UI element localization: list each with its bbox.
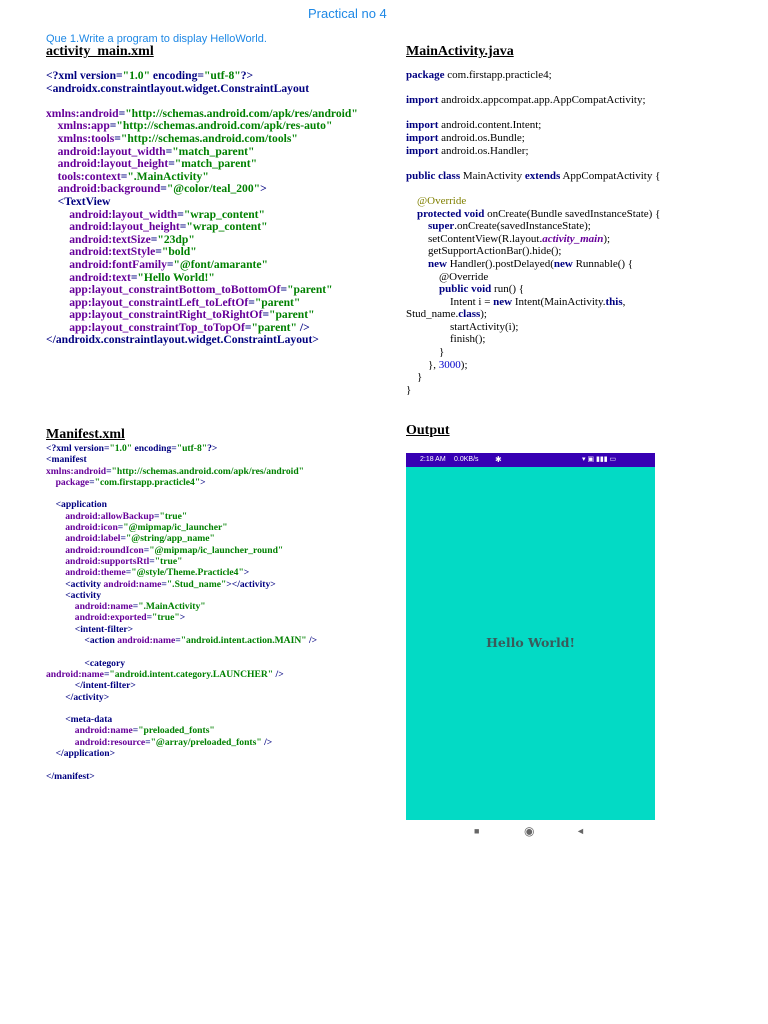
recents-icon[interactable]: ■ — [474, 826, 480, 836]
code-token: "Hello World!" — [137, 270, 215, 284]
code-token: this — [605, 295, 623, 308]
code-token: xmlns:tools — [46, 131, 115, 145]
code-line — [406, 271, 660, 284]
status-bar — [406, 453, 655, 467]
code-token: "@color/teal_200" — [166, 182, 261, 196]
status-time: 2:18 AM — [420, 456, 446, 463]
code-line — [46, 612, 317, 623]
code-token: > — [243, 567, 250, 579]
code-token: = — [106, 465, 112, 477]
code-token: Intent i = — [406, 295, 494, 308]
code-token: > — [200, 476, 206, 488]
code-token: = — [145, 736, 151, 748]
code-line — [46, 703, 317, 714]
code-token: ); — [460, 358, 468, 371]
code-token: <TextView — [46, 194, 111, 208]
code-line — [406, 107, 660, 120]
status-icons: ▾ ▣ ▮▮▮ ▭ — [582, 456, 617, 463]
back-icon[interactable]: ◄ — [576, 826, 585, 836]
code-line — [406, 258, 660, 271]
code-token: androidx.appcompat.app.AppCompatActivity; — [438, 94, 646, 107]
code-token: = — [160, 182, 167, 196]
code-line — [406, 245, 660, 258]
code-token: /> — [296, 320, 310, 334]
code-line — [46, 477, 317, 488]
code-line — [46, 759, 317, 770]
code-line — [46, 522, 317, 533]
code-token: = — [166, 257, 174, 271]
code-token: class — [458, 308, 481, 321]
code-line — [406, 283, 660, 296]
code-token: app:layout_constraintTop_toTopOf — [46, 320, 245, 334]
code-token: = — [118, 106, 126, 120]
code-line — [46, 83, 358, 96]
code-token: encoding= — [132, 443, 177, 454]
code-token: "1.0" — [122, 69, 151, 82]
code-token: /> — [261, 736, 273, 748]
code-token: package — [406, 69, 445, 81]
code-token: android.content.Intent; — [438, 119, 542, 132]
code-manifest-xml — [46, 443, 317, 782]
code-token: "http://schemas.android.com/apk/res/android" — [125, 106, 358, 120]
code-token: = — [177, 207, 184, 221]
code-token: = — [168, 157, 175, 171]
code-token: android:text — [46, 270, 131, 284]
code-token: = — [175, 635, 181, 647]
code-token: extends — [524, 169, 561, 182]
code-token: = — [280, 283, 288, 297]
code-token: = — [179, 220, 187, 234]
code-token: <manifest — [46, 454, 87, 466]
code-token: @Override — [406, 270, 489, 283]
code-token: ".MainActivity" — [127, 169, 209, 183]
code-token: encoding= — [150, 69, 204, 82]
code-token: android:name — [46, 725, 133, 737]
code-token: "@style/Theme.Practicle4" — [131, 567, 244, 579]
code-token: android:background — [46, 182, 161, 196]
code-token: = — [244, 320, 252, 334]
code-token: android:layout_width — [46, 207, 178, 221]
code-token: "true" — [159, 510, 188, 522]
code-token: <androidx.constraintlayout.widget.ConstraintLayout — [46, 81, 310, 95]
code-token: xmlns:android — [46, 106, 119, 120]
code-line — [406, 182, 660, 195]
code-line — [46, 454, 317, 465]
code-token: "http://schemas.android.com/apk/res-auto" — [116, 119, 333, 133]
code-token: getSupportActionBar().hide(); — [406, 245, 562, 258]
code-token: new — [493, 295, 513, 308]
code-token: android:supportsRtl — [46, 555, 150, 567]
code-token: ></activity> — [226, 578, 276, 590]
code-token: "parent" — [251, 320, 297, 334]
code-token: "bold" — [161, 245, 197, 259]
code-token: 3000 — [438, 358, 461, 371]
code-token: "@font/amarante" — [173, 257, 268, 271]
code-token: "parent" — [254, 295, 301, 309]
code-line — [406, 233, 660, 246]
code-token: setContentView(R.layout. — [406, 232, 543, 245]
code-line — [406, 321, 660, 334]
code-token: finish(); — [406, 333, 486, 346]
code-token: "com.firstapp.practicle4" — [94, 476, 201, 488]
code-line — [46, 680, 317, 691]
code-token: <activity — [46, 589, 102, 601]
code-token: "match_parent" — [174, 157, 258, 171]
code-token: android:layout_height — [46, 157, 169, 171]
code-line — [406, 333, 660, 346]
code-token: new — [406, 257, 447, 270]
code-token: android:name — [103, 578, 162, 590]
page-title: Practical no 4 — [308, 6, 387, 21]
code-token: "http://schemas.android.com/tools" — [120, 131, 298, 145]
code-token: = — [143, 544, 150, 556]
code-line — [46, 635, 317, 646]
code-token: > — [179, 612, 186, 624]
code-token: app:layout_constraintLeft_toLeftOf — [46, 295, 249, 309]
code-token: = — [103, 668, 110, 680]
code-token: MainActivity — [460, 169, 525, 182]
code-token: = — [155, 245, 162, 259]
code-line — [406, 145, 660, 158]
code-token: "android.intent.category.LAUNCHER" — [109, 668, 274, 680]
code-line — [406, 308, 660, 321]
code-line — [406, 208, 660, 221]
code-token: } — [406, 371, 423, 384]
question-text: Que 1.Write a program to display HelloWorld. — [46, 33, 267, 45]
code-token: android:icon — [46, 522, 118, 534]
code-line — [406, 384, 660, 397]
code-line — [46, 511, 317, 522]
code-token: "1.0" — [109, 443, 133, 454]
code-token: > — [260, 182, 267, 196]
code-token: </intent-filter> — [46, 680, 136, 692]
code-token: "parent" — [287, 283, 333, 297]
code-line — [46, 714, 317, 725]
code-token: import — [406, 94, 439, 107]
code-token: android:theme — [46, 567, 126, 579]
code-line — [46, 725, 317, 736]
code-token: activity_main — [542, 232, 604, 245]
code-token: onCreate(Bundle savedInstanceState) { — [484, 207, 661, 220]
code-token: app:layout_constraintBottom_toBottomOf — [46, 283, 281, 297]
code-token: "true" — [154, 555, 183, 567]
code-token: = — [114, 131, 121, 145]
code-line — [406, 170, 660, 183]
code-line — [46, 624, 317, 635]
code-line — [46, 579, 317, 590]
settings-icon: ✱ — [495, 455, 502, 464]
code-line — [46, 488, 317, 499]
code-token: super — [406, 220, 455, 233]
code-line — [46, 646, 317, 657]
code-line — [46, 499, 317, 510]
code-line — [46, 737, 317, 748]
code-line — [406, 94, 660, 107]
code-token: android:name — [117, 635, 176, 647]
code-token: Intent(MainActivity. — [512, 295, 606, 308]
code-token: android:fontFamily — [46, 257, 167, 271]
code-token: "@mipmap/ic_launcher" — [123, 522, 228, 534]
code-line — [46, 567, 317, 578]
code-token: <meta-data — [46, 714, 113, 726]
code-token: <intent-filter> — [46, 623, 134, 635]
code-token: "@string/app_name" — [125, 533, 215, 545]
code-token: = — [132, 725, 139, 737]
code-token: public void — [406, 283, 492, 296]
code-line — [46, 443, 317, 454]
code-token: = — [146, 612, 153, 624]
code-token: = — [262, 308, 270, 322]
code-token: = — [149, 555, 155, 567]
code-line — [406, 220, 660, 233]
code-token: = — [248, 295, 255, 309]
code-token: new — [553, 257, 573, 270]
code-token: = — [132, 601, 139, 613]
code-token: android.os.Handler; — [438, 144, 529, 157]
code-line — [406, 119, 660, 132]
code-token: tools:context — [46, 169, 121, 183]
code-line — [46, 771, 317, 782]
code-token: = — [161, 578, 167, 590]
code-token: android.os.Bundle; — [438, 131, 525, 144]
code-line — [406, 157, 660, 170]
code-token: android:textSize — [46, 232, 151, 246]
code-token: import — [406, 131, 439, 144]
code-line — [46, 334, 358, 347]
code-token: , — [622, 295, 626, 308]
code-token: android:resource — [46, 736, 146, 748]
code-token: "true" — [152, 612, 180, 624]
code-token: = — [165, 144, 173, 158]
home-icon[interactable]: ◉ — [524, 824, 535, 838]
code-token: <category — [46, 657, 125, 669]
code-token: startActivity(i); — [406, 320, 519, 333]
code-token: com.firstapp.practicle4; — [444, 69, 552, 81]
code-token: run() { — [491, 283, 525, 296]
code-token: android:allowBackup — [46, 510, 155, 522]
code-activity-main-xml — [46, 70, 358, 347]
code-token: "23dp" — [157, 232, 195, 246]
hello-world-text: Hello World! — [486, 635, 575, 650]
code-token: <activity — [46, 578, 104, 590]
code-line — [46, 590, 317, 601]
code-token: android:layout_width — [46, 144, 166, 158]
code-token: ); — [603, 232, 611, 245]
code-token: }, — [406, 358, 439, 371]
code-line — [46, 669, 317, 680]
code-token: android:name — [46, 601, 133, 613]
code-token: "android.intent.action.MAIN" — [180, 635, 307, 647]
code-token: /> — [306, 635, 318, 647]
code-line — [406, 82, 660, 95]
heading-main-activity: MainActivity.java — [406, 44, 514, 59]
code-token: AppCompatActivity { — [560, 169, 661, 182]
code-token: android:label — [46, 533, 121, 545]
code-token: Runnable() { — [572, 257, 634, 270]
code-token: </androidx.constraintlayout.widget.ConstraintLayout> — [46, 333, 319, 347]
code-line — [46, 658, 317, 669]
code-token: android:layout_height — [46, 220, 180, 234]
code-token: </application> — [46, 748, 116, 760]
code-token: = — [89, 476, 95, 488]
code-line — [46, 556, 317, 567]
code-token: .onCreate(savedInstanceState); — [454, 220, 591, 233]
code-token: = — [125, 567, 132, 579]
code-token: "@array/preloaded_fonts" — [150, 736, 262, 748]
code-token: "@mipmap/ic_launcher_round" — [149, 544, 284, 556]
code-token: = — [117, 522, 124, 534]
code-token: = — [154, 510, 160, 522]
code-token: "wrap_content" — [186, 220, 268, 234]
code-token: = — [130, 270, 138, 284]
code-token: "utf-8" — [204, 69, 241, 82]
code-line — [406, 359, 660, 372]
code-line — [46, 466, 317, 477]
code-line — [406, 195, 660, 208]
code-token: = — [109, 119, 117, 133]
heading-manifest: Manifest.xml — [46, 427, 125, 442]
status-speed: 0.0KB/s — [454, 456, 479, 463]
code-token: @Override — [406, 194, 467, 207]
code-token: ".MainActivity" — [138, 601, 206, 613]
code-line — [406, 69, 660, 82]
code-token: public class — [406, 169, 461, 182]
code-token: <application — [46, 499, 107, 511]
code-token: xmlns:app — [46, 119, 110, 133]
code-token: } — [406, 346, 445, 359]
code-line — [406, 132, 660, 145]
code-token: ?> — [240, 69, 254, 82]
code-token: "preloaded_fonts" — [138, 725, 215, 737]
code-token: android:roundIcon — [46, 544, 144, 556]
code-token: Handler().postDelayed( — [446, 257, 554, 270]
code-token: import — [406, 144, 439, 157]
code-line — [406, 296, 660, 309]
code-token: android:exported — [46, 612, 147, 624]
code-token: ); — [480, 308, 487, 321]
code-token: = — [120, 533, 126, 545]
code-token: protected void — [406, 207, 485, 220]
code-line — [406, 346, 660, 359]
code-token: <action — [46, 635, 118, 647]
code-token: <?xml version= — [46, 443, 110, 454]
heading-output: Output — [406, 423, 450, 438]
code-token: android:name — [46, 668, 104, 680]
code-main-activity-java — [406, 69, 660, 396]
code-token: Stud_name. — [406, 308, 459, 321]
code-line — [46, 692, 317, 703]
code-line — [46, 748, 317, 759]
code-token: package — [46, 476, 90, 488]
code-line — [46, 601, 317, 612]
code-token: "http://schemas.android.com/apk/res/android" — [111, 465, 304, 477]
code-line — [46, 545, 317, 556]
code-token: ".Stud_name" — [166, 578, 227, 590]
code-token: } — [406, 383, 412, 396]
code-token: app:layout_constraintRight_toRightOf — [46, 308, 263, 322]
code-token: android:textStyle — [46, 245, 156, 259]
code-token: "match_parent" — [172, 144, 255, 158]
code-line — [406, 371, 660, 384]
code-token: xmlns:android — [46, 465, 107, 477]
code-token: </manifest> — [46, 770, 95, 782]
code-token: </activity> — [46, 691, 110, 703]
code-token: ?> — [207, 443, 218, 454]
code-line — [46, 533, 317, 544]
code-token: = — [120, 169, 128, 183]
code-token: "parent" — [269, 308, 315, 322]
code-token: "wrap_content" — [183, 207, 265, 221]
code-token: "utf-8" — [176, 443, 208, 454]
code-token: <?xml version= — [46, 69, 123, 82]
code-token: import — [406, 119, 439, 132]
phone-screenshot — [406, 453, 655, 820]
code-token: /> — [273, 668, 284, 680]
code-token: = — [150, 232, 158, 246]
heading-activity-main: activity_main.xml — [46, 44, 154, 59]
